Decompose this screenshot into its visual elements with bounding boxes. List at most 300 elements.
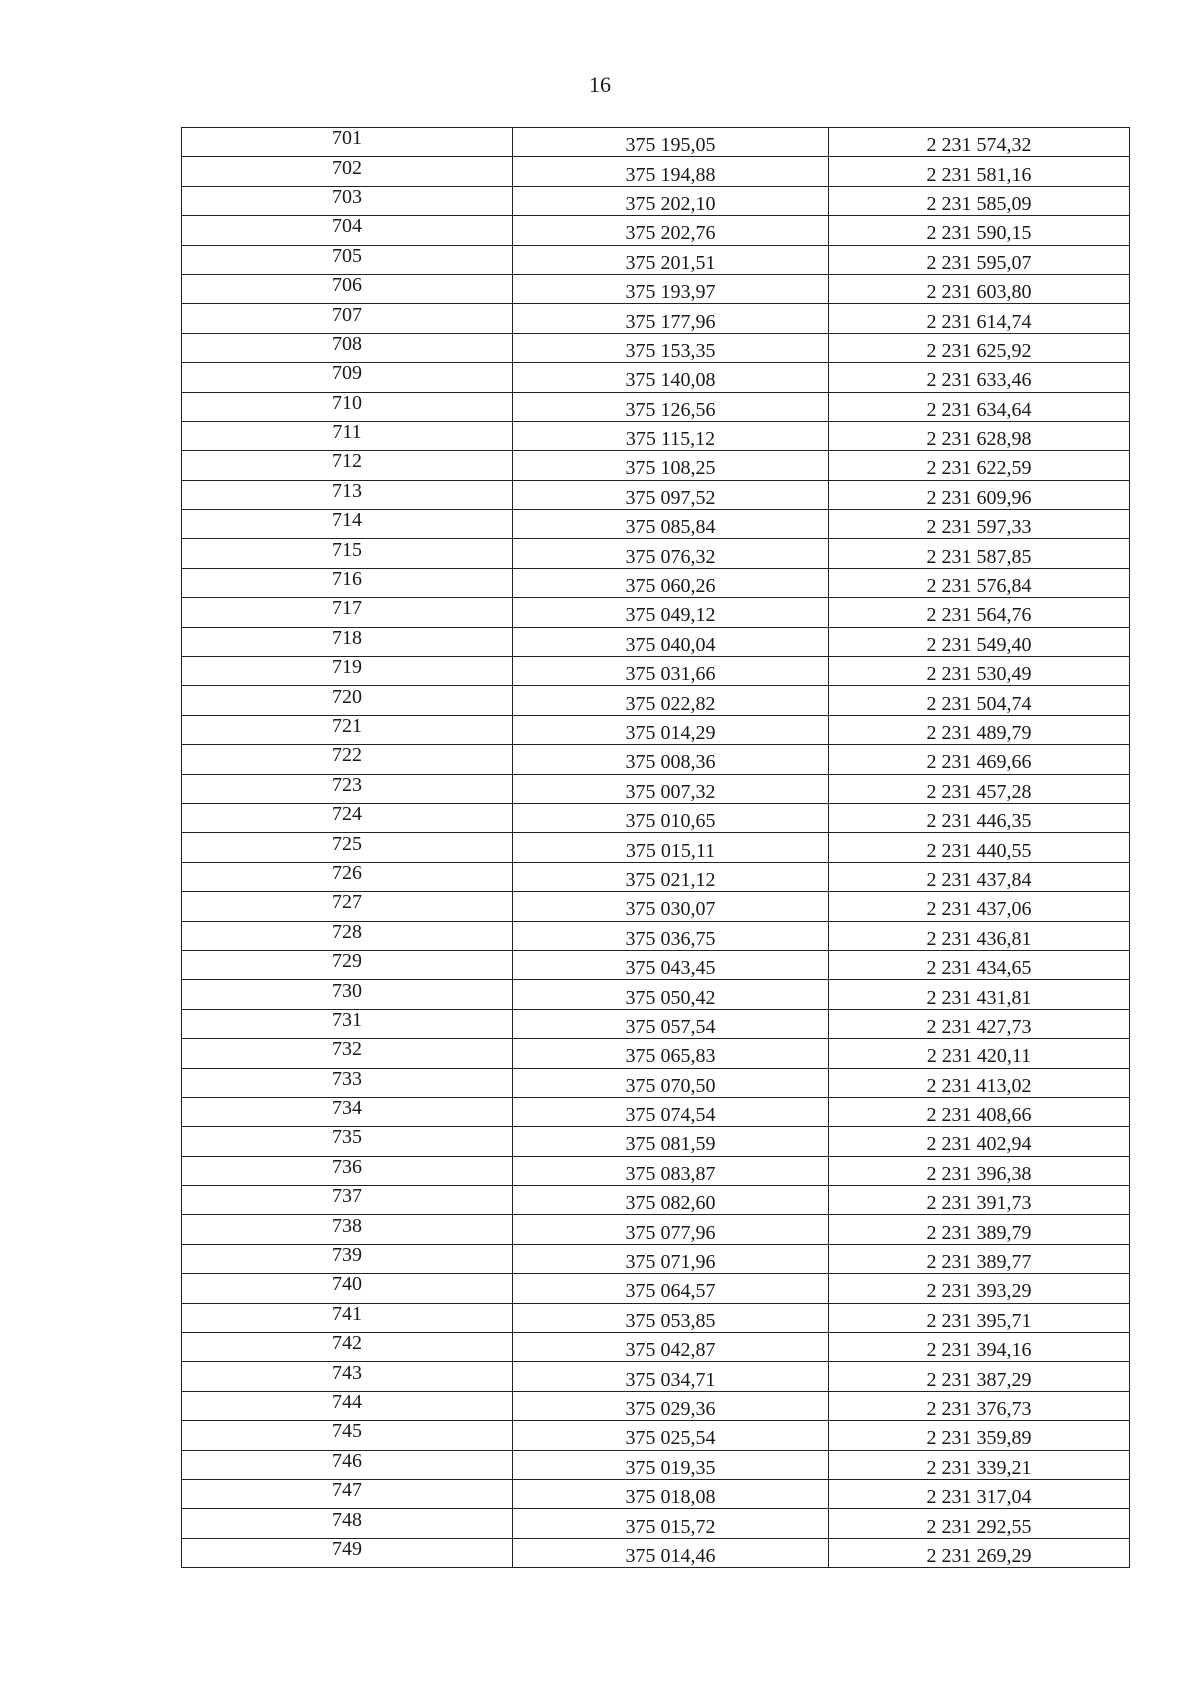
y-coordinate-cell — [829, 598, 1130, 627]
y-coordinate-cell — [829, 480, 1130, 509]
point-number-cell — [182, 774, 513, 803]
point-number-text: 741 — [332, 1302, 362, 1325]
point-number-text: 747 — [332, 1479, 362, 1502]
y-coordinate-cell — [829, 1097, 1130, 1126]
table-row — [182, 774, 1130, 803]
x-coordinate-cell — [513, 1479, 829, 1508]
point-number-cell — [182, 510, 513, 539]
x-coordinate-text: 375 010,65 — [625, 810, 716, 833]
x-coordinate-text: 375 076,32 — [625, 545, 716, 568]
point-number-text: 735 — [332, 1126, 362, 1149]
point-number-text: 730 — [332, 979, 362, 1002]
point-number-text: 731 — [332, 1008, 362, 1031]
point-number-text: 718 — [332, 626, 362, 649]
y-coordinate-cell — [829, 1156, 1130, 1185]
page-number: 16 — [589, 72, 611, 97]
y-coordinate-cell — [829, 451, 1130, 480]
x-coordinate-cell — [513, 333, 829, 362]
x-coordinate-text: 375 031,66 — [625, 663, 716, 686]
table-row — [182, 598, 1130, 627]
y-coordinate-text: 2 231 396,38 — [926, 1162, 1032, 1185]
x-coordinate-text: 375 071,96 — [625, 1251, 716, 1274]
y-coordinate-text: 2 231 437,84 — [926, 868, 1032, 891]
y-coordinate-cell — [829, 510, 1130, 539]
table-row — [182, 451, 1130, 480]
table-row — [182, 715, 1130, 744]
x-coordinate-cell — [513, 157, 829, 186]
point-number-text: 745 — [332, 1420, 362, 1443]
table-row — [182, 1450, 1130, 1479]
point-number-cell — [182, 392, 513, 421]
x-coordinate-cell — [513, 1244, 829, 1273]
y-coordinate-cell — [829, 803, 1130, 832]
point-number-text: 709 — [332, 362, 362, 385]
x-coordinate-cell — [513, 186, 829, 215]
y-coordinate-text: 2 231 549,40 — [926, 633, 1032, 656]
x-coordinate-cell — [513, 245, 829, 274]
y-coordinate-text: 2 231 622,59 — [926, 457, 1032, 480]
y-coordinate-cell — [829, 1509, 1130, 1538]
y-coordinate-text: 2 231 469,66 — [926, 751, 1032, 774]
table-row — [182, 539, 1130, 568]
y-coordinate-text: 2 231 585,09 — [926, 192, 1032, 215]
point-number-text: 712 — [332, 450, 362, 473]
point-number-text: 723 — [332, 773, 362, 796]
point-number-cell — [182, 1362, 513, 1391]
y-coordinate-cell — [829, 568, 1130, 597]
y-coordinate-cell — [829, 1479, 1130, 1508]
point-number-cell — [182, 1479, 513, 1508]
y-coordinate-text: 2 231 413,02 — [926, 1074, 1032, 1097]
point-number-cell — [182, 980, 513, 1009]
y-coordinate-cell — [829, 128, 1130, 157]
x-coordinate-text: 375 140,08 — [625, 369, 716, 392]
table-row — [182, 1186, 1130, 1215]
x-coordinate-text: 375 097,52 — [625, 486, 716, 509]
point-number-cell — [182, 245, 513, 274]
y-coordinate-text: 2 231 574,32 — [926, 134, 1032, 157]
point-number-text: 702 — [332, 156, 362, 179]
point-number-text: 746 — [332, 1449, 362, 1472]
table-row — [182, 1421, 1130, 1450]
point-number-text: 732 — [332, 1038, 362, 1061]
x-coordinate-text: 375 014,46 — [625, 1544, 716, 1567]
table-row — [182, 980, 1130, 1009]
table-row — [182, 1244, 1130, 1273]
point-number-cell — [182, 892, 513, 921]
point-number-cell — [182, 157, 513, 186]
point-number-cell — [182, 1215, 513, 1244]
x-coordinate-text: 375 201,51 — [625, 251, 716, 274]
y-coordinate-cell — [829, 657, 1130, 686]
point-number-text: 705 — [332, 244, 362, 267]
table-row — [182, 392, 1130, 421]
point-number-cell — [182, 568, 513, 597]
y-coordinate-text: 2 231 633,46 — [926, 369, 1032, 392]
y-coordinate-text: 2 231 576,84 — [926, 575, 1032, 598]
y-coordinate-cell — [829, 1421, 1130, 1450]
point-number-cell — [182, 1274, 513, 1303]
point-number-text: 719 — [332, 656, 362, 679]
point-number-cell — [182, 421, 513, 450]
point-number-text: 716 — [332, 568, 362, 591]
point-number-cell — [182, 1244, 513, 1273]
y-coordinate-text: 2 231 436,81 — [926, 927, 1032, 950]
table-row — [182, 1274, 1130, 1303]
x-coordinate-text: 375 019,35 — [625, 1456, 716, 1479]
table-row — [182, 510, 1130, 539]
point-number-text: 737 — [332, 1185, 362, 1208]
point-number-cell — [182, 627, 513, 656]
x-coordinate-text: 375 036,75 — [625, 927, 716, 950]
point-number-cell — [182, 1509, 513, 1538]
point-number-text: 749 — [332, 1537, 362, 1560]
point-number-text: 734 — [332, 1097, 362, 1120]
y-coordinate-text: 2 231 376,73 — [926, 1397, 1032, 1420]
y-coordinate-cell — [829, 1450, 1130, 1479]
x-coordinate-cell — [513, 1186, 829, 1215]
x-coordinate-cell — [513, 715, 829, 744]
y-coordinate-cell — [829, 833, 1130, 862]
point-number-cell — [182, 1127, 513, 1156]
y-coordinate-text: 2 231 389,79 — [926, 1221, 1032, 1244]
point-number-cell — [182, 1156, 513, 1185]
y-coordinate-text: 2 231 489,79 — [926, 722, 1032, 744]
x-coordinate-text: 375 021,12 — [625, 868, 716, 891]
x-coordinate-text: 375 195,05 — [625, 134, 716, 157]
point-number-cell — [182, 1009, 513, 1038]
point-number-cell — [182, 833, 513, 862]
point-number-cell — [182, 1303, 513, 1332]
point-number-cell — [182, 1097, 513, 1126]
point-number-cell — [182, 451, 513, 480]
point-number-cell — [182, 1391, 513, 1420]
point-number-cell — [182, 1039, 513, 1068]
point-number-text: 711 — [332, 421, 362, 444]
table-row — [182, 1215, 1130, 1244]
y-coordinate-cell — [829, 1333, 1130, 1362]
x-coordinate-text: 375 050,42 — [625, 986, 716, 1009]
y-coordinate-text: 2 231 614,74 — [926, 310, 1032, 333]
y-coordinate-text: 2 231 587,85 — [926, 545, 1032, 568]
y-coordinate-cell — [829, 892, 1130, 921]
x-coordinate-text: 375 015,11 — [625, 839, 716, 862]
y-coordinate-text: 2 231 431,81 — [926, 986, 1032, 1009]
coordinates-table-body — [182, 128, 1130, 1568]
y-coordinate-text: 2 231 317,04 — [926, 1486, 1032, 1509]
point-number-text: 744 — [332, 1390, 362, 1413]
x-coordinate-text: 375 029,36 — [625, 1397, 716, 1420]
x-coordinate-cell — [513, 774, 829, 803]
y-coordinate-cell — [829, 745, 1130, 774]
point-number-cell — [182, 598, 513, 627]
x-coordinate-cell — [513, 892, 829, 921]
x-coordinate-text: 375 025,54 — [625, 1427, 716, 1450]
point-number-text: 742 — [332, 1332, 362, 1355]
point-number-text: 743 — [332, 1361, 362, 1384]
table-row — [182, 568, 1130, 597]
y-coordinate-text: 2 231 457,28 — [926, 780, 1032, 803]
point-number-cell — [182, 950, 513, 979]
point-number-text: 739 — [332, 1244, 362, 1267]
y-coordinate-text: 2 231 420,11 — [926, 1045, 1032, 1068]
point-number-text: 713 — [332, 479, 362, 502]
x-coordinate-text: 375 043,45 — [625, 957, 716, 980]
x-coordinate-text: 375 194,88 — [625, 163, 716, 186]
y-coordinate-cell — [829, 921, 1130, 950]
table-row — [182, 363, 1130, 392]
y-coordinate-cell — [829, 627, 1130, 656]
point-number-cell — [182, 1186, 513, 1215]
y-coordinate-cell — [829, 686, 1130, 715]
x-coordinate-text: 375 070,50 — [625, 1074, 716, 1097]
x-coordinate-text: 375 077,96 — [625, 1221, 716, 1244]
x-coordinate-text: 375 082,60 — [625, 1192, 716, 1215]
x-coordinate-cell — [513, 421, 829, 450]
y-coordinate-cell — [829, 1127, 1130, 1156]
point-number-text: 725 — [332, 832, 362, 855]
x-coordinate-cell — [513, 304, 829, 333]
x-coordinate-text: 375 014,29 — [625, 722, 716, 744]
y-coordinate-cell — [829, 774, 1130, 803]
y-coordinate-text: 2 231 389,77 — [926, 1251, 1032, 1274]
coordinates-table — [181, 127, 1130, 1568]
y-coordinate-cell — [829, 950, 1130, 979]
point-number-text: 708 — [332, 332, 362, 355]
table-row — [182, 862, 1130, 891]
point-number-cell — [182, 715, 513, 744]
point-number-cell — [182, 686, 513, 715]
x-coordinate-text: 375 193,97 — [625, 281, 716, 304]
y-coordinate-text: 2 231 395,71 — [926, 1309, 1032, 1332]
point-number-text: 748 — [332, 1508, 362, 1531]
point-number-text: 717 — [332, 597, 362, 620]
table-row — [182, 333, 1130, 362]
y-coordinate-cell — [829, 1244, 1130, 1273]
y-coordinate-text: 2 231 564,76 — [926, 604, 1032, 627]
point-number-cell — [182, 216, 513, 245]
y-coordinate-text: 2 231 434,65 — [926, 957, 1032, 980]
point-number-text: 738 — [332, 1214, 362, 1237]
x-coordinate-cell — [513, 1156, 829, 1185]
table-row — [182, 1009, 1130, 1038]
y-coordinate-cell — [829, 980, 1130, 1009]
x-coordinate-text: 375 007,32 — [625, 780, 716, 803]
x-coordinate-cell — [513, 1509, 829, 1538]
x-coordinate-cell — [513, 803, 829, 832]
x-coordinate-text: 375 177,96 — [625, 310, 716, 333]
point-number-cell — [182, 921, 513, 950]
y-coordinate-text: 2 231 590,15 — [926, 222, 1032, 245]
table-row — [182, 1127, 1130, 1156]
x-coordinate-text: 375 081,59 — [625, 1133, 716, 1156]
table-row — [182, 157, 1130, 186]
x-coordinate-text: 375 034,71 — [625, 1368, 716, 1391]
table-row — [182, 186, 1130, 215]
x-coordinate-text: 375 053,85 — [625, 1309, 716, 1332]
x-coordinate-cell — [513, 980, 829, 1009]
table-row — [182, 128, 1130, 157]
x-coordinate-cell — [513, 1009, 829, 1038]
point-number-text: 701 — [332, 127, 362, 150]
point-number-text: 721 — [332, 715, 362, 737]
point-number-text: 728 — [332, 920, 362, 943]
x-coordinate-text: 375 030,07 — [625, 898, 716, 921]
point-number-text: 720 — [332, 685, 362, 708]
x-coordinate-cell — [513, 363, 829, 392]
x-coordinate-text: 375 065,83 — [625, 1045, 716, 1068]
table-row — [182, 216, 1130, 245]
y-coordinate-text: 2 231 504,74 — [926, 692, 1032, 715]
y-coordinate-cell — [829, 274, 1130, 303]
x-coordinate-cell — [513, 1391, 829, 1420]
table-row — [182, 657, 1130, 686]
x-coordinate-cell — [513, 392, 829, 421]
point-number-cell — [182, 128, 513, 157]
x-coordinate-cell — [513, 686, 829, 715]
point-number-text: 710 — [332, 391, 362, 414]
x-coordinate-text: 375 057,54 — [625, 1015, 716, 1038]
table-row — [182, 1097, 1130, 1126]
y-coordinate-cell — [829, 1362, 1130, 1391]
x-coordinate-text: 375 108,25 — [625, 457, 716, 480]
y-coordinate-text: 2 231 634,64 — [926, 398, 1032, 421]
point-number-text: 727 — [332, 891, 362, 914]
x-coordinate-cell — [513, 1421, 829, 1450]
x-coordinate-text: 375 083,87 — [625, 1162, 716, 1185]
x-coordinate-cell — [513, 1039, 829, 1068]
table-row — [182, 1303, 1130, 1332]
table-row — [182, 745, 1130, 774]
x-coordinate-cell — [513, 216, 829, 245]
point-number-cell — [182, 1333, 513, 1362]
point-number-text: 703 — [332, 185, 362, 208]
y-coordinate-text: 2 231 437,06 — [926, 898, 1032, 921]
point-number-cell — [182, 333, 513, 362]
table-row — [182, 686, 1130, 715]
y-coordinate-text: 2 231 595,07 — [926, 251, 1032, 274]
table-row — [182, 1362, 1130, 1391]
y-coordinate-text: 2 231 609,96 — [926, 486, 1032, 509]
x-coordinate-cell — [513, 1097, 829, 1126]
x-coordinate-text: 375 049,12 — [625, 604, 716, 627]
y-coordinate-text: 2 231 446,35 — [926, 810, 1032, 833]
table-row — [182, 1333, 1130, 1362]
point-number-text: 715 — [332, 538, 362, 561]
x-coordinate-text: 375 085,84 — [625, 516, 716, 539]
y-coordinate-text: 2 231 427,73 — [926, 1015, 1032, 1038]
table-row — [182, 245, 1130, 274]
y-coordinate-text: 2 231 391,73 — [926, 1192, 1032, 1215]
y-coordinate-text: 2 231 387,29 — [926, 1368, 1032, 1391]
y-coordinate-cell — [829, 304, 1130, 333]
x-coordinate-text: 375 040,04 — [625, 633, 716, 656]
x-coordinate-text: 375 015,72 — [625, 1515, 716, 1538]
x-coordinate-cell — [513, 598, 829, 627]
x-coordinate-text: 375 202,10 — [625, 192, 716, 215]
point-number-cell — [182, 1538, 513, 1567]
point-number-cell — [182, 1068, 513, 1097]
x-coordinate-cell — [513, 128, 829, 157]
table-row — [182, 1509, 1130, 1538]
y-coordinate-cell — [829, 862, 1130, 891]
point-number-cell — [182, 803, 513, 832]
x-coordinate-cell — [513, 862, 829, 891]
point-number-cell — [182, 745, 513, 774]
y-coordinate-cell — [829, 1039, 1130, 1068]
x-coordinate-cell — [513, 1538, 829, 1567]
point-number-cell — [182, 862, 513, 891]
table-row — [182, 1479, 1130, 1508]
y-coordinate-cell — [829, 1391, 1130, 1420]
table-row — [182, 1391, 1130, 1420]
x-coordinate-cell — [513, 1274, 829, 1303]
y-coordinate-cell — [829, 1068, 1130, 1097]
x-coordinate-text: 375 022,82 — [625, 692, 716, 715]
x-coordinate-text: 375 008,36 — [625, 751, 716, 774]
x-coordinate-cell — [513, 1362, 829, 1391]
y-coordinate-cell — [829, 157, 1130, 186]
point-number-cell — [182, 657, 513, 686]
y-coordinate-cell — [829, 186, 1130, 215]
table-row — [182, 421, 1130, 450]
point-number-text: 736 — [332, 1155, 362, 1178]
x-coordinate-cell — [513, 1127, 829, 1156]
y-coordinate-text: 2 231 359,89 — [926, 1427, 1032, 1450]
table-row — [182, 274, 1130, 303]
y-coordinate-cell — [829, 1186, 1130, 1215]
table-row — [182, 921, 1130, 950]
table-row — [182, 892, 1130, 921]
x-coordinate-text: 375 153,35 — [625, 339, 716, 362]
y-coordinate-text: 2 231 339,21 — [926, 1456, 1032, 1479]
y-coordinate-text: 2 231 394,16 — [926, 1339, 1032, 1362]
y-coordinate-cell — [829, 421, 1130, 450]
table-row — [182, 304, 1130, 333]
point-number-cell — [182, 274, 513, 303]
x-coordinate-cell — [513, 451, 829, 480]
point-number-text: 704 — [332, 215, 362, 238]
point-number-text: 714 — [332, 509, 362, 532]
x-coordinate-cell — [513, 274, 829, 303]
x-coordinate-cell — [513, 1068, 829, 1097]
table-row — [182, 480, 1130, 509]
table-row — [182, 950, 1130, 979]
point-number-text: 726 — [332, 861, 362, 884]
point-number-text: 722 — [332, 744, 362, 767]
x-coordinate-text: 375 126,56 — [625, 398, 716, 421]
y-coordinate-text: 2 231 269,29 — [926, 1544, 1032, 1567]
y-coordinate-text: 2 231 530,49 — [926, 663, 1032, 686]
point-number-text: 733 — [332, 1067, 362, 1090]
point-number-text: 706 — [332, 274, 362, 297]
point-number-cell — [182, 1421, 513, 1450]
y-coordinate-text: 2 231 625,92 — [926, 339, 1032, 362]
table-row — [182, 1039, 1130, 1068]
y-coordinate-cell — [829, 333, 1130, 362]
y-coordinate-text: 2 231 408,66 — [926, 1104, 1032, 1127]
x-coordinate-cell — [513, 745, 829, 774]
x-coordinate-cell — [513, 921, 829, 950]
x-coordinate-text: 375 074,54 — [625, 1104, 716, 1127]
x-coordinate-cell — [513, 1450, 829, 1479]
y-coordinate-cell — [829, 1538, 1130, 1567]
y-coordinate-text: 2 231 597,33 — [926, 516, 1032, 539]
y-coordinate-text: 2 231 581,16 — [926, 163, 1032, 186]
y-coordinate-cell — [829, 1009, 1130, 1038]
point-number-text: 707 — [332, 303, 362, 326]
point-number-cell — [182, 480, 513, 509]
